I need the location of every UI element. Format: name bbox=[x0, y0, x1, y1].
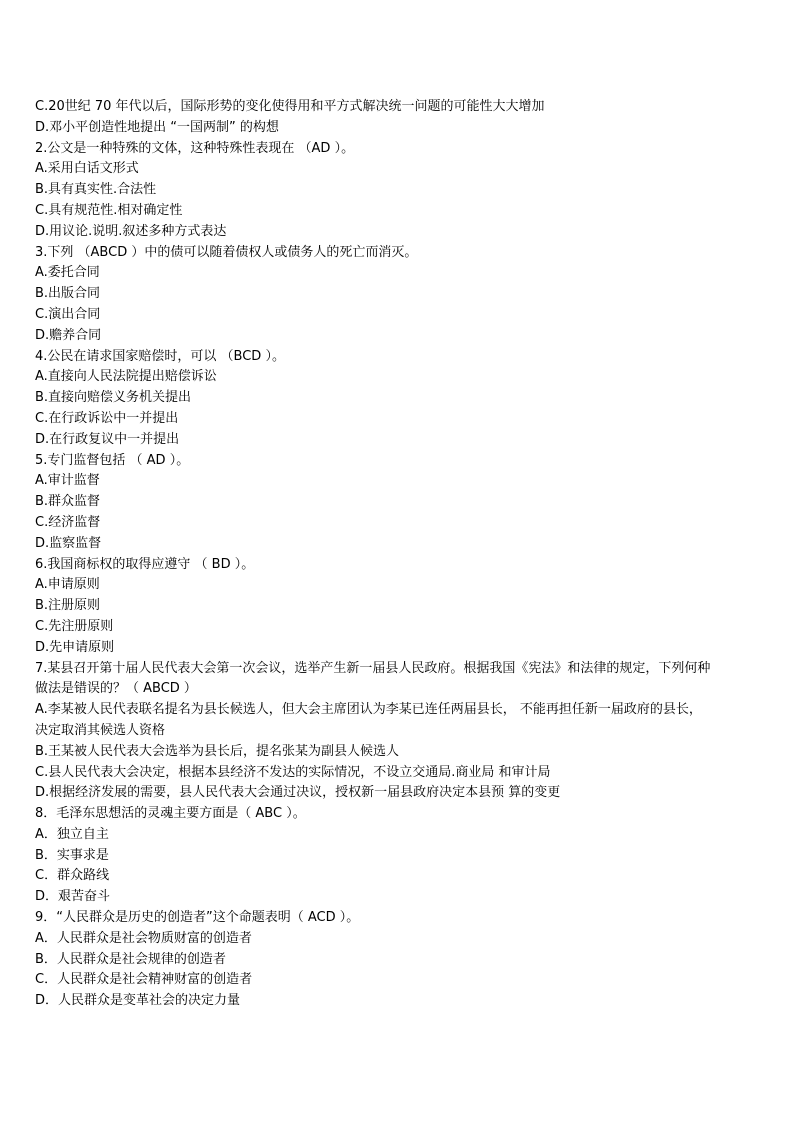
question-line: 做法是错误的？（ ABCD ） bbox=[35, 681, 197, 697]
option-line: D．艰苦奋斗 bbox=[35, 889, 111, 905]
option-line: A.采用白话文形式 bbox=[35, 161, 139, 177]
option-line: C.县人民代表大会决定，根据本县经济不发达的实际情况，不设立交通局.商业局 和审计局 bbox=[35, 764, 551, 780]
option-line: C．群众路线 bbox=[35, 868, 110, 884]
option-line: D.在行政复议中一并提出 bbox=[35, 431, 180, 447]
option-line: B．实事求是 bbox=[35, 847, 109, 863]
option-line: D.用议论.说明.叙述多种方式表达 bbox=[35, 223, 227, 239]
question-line: 7.某县召开第十届人民代表大会第一次会议，选举产生新一届县人民政府。根据我国《宪法》和法律的规定，下列何种 bbox=[35, 660, 711, 676]
question-line: 8．毛泽东思想活的灵魂主要方面是（ ABC ）。 bbox=[35, 806, 306, 822]
text-line: D.邓小平创造性地提出 “一国两制” 的构想 bbox=[35, 119, 279, 135]
option-line: D.赡养合同 bbox=[35, 327, 102, 343]
option-line: B.注册原则 bbox=[35, 598, 101, 614]
question-line: 6.我国商标权的取得应遵守 （ BD ）。 bbox=[35, 556, 255, 572]
option-line: B.出版合同 bbox=[35, 286, 101, 302]
text-line: C.20世纪 70 年代以后，国际形势的变化使得用和平方式解决统一问题的可能性大大增加 bbox=[35, 99, 545, 114]
option-line: C.在行政诉讼中一并提出 bbox=[35, 410, 179, 426]
question-line: 9．“人民群众是历史的创造者”这个命题表明（ ACD ）。 bbox=[35, 910, 360, 926]
option-line: D.先申请原则 bbox=[35, 639, 115, 655]
question-line: 4.公民在请求国家赔偿时，可以 （BCD ）。 bbox=[35, 348, 285, 364]
option-line: C.演出合同 bbox=[35, 306, 101, 322]
option-line: A.委托合同 bbox=[35, 265, 100, 281]
option-line: C.经济监督 bbox=[35, 514, 101, 530]
option-line: 决定取消其候选人资格 bbox=[35, 722, 166, 738]
question-line: 5.专门监督包括 （ AD ）。 bbox=[35, 452, 190, 468]
option-line: D．人民群众是变革社会的决定力量 bbox=[35, 993, 241, 1009]
question-line: 3.下列 （ABCD ）中的债可以随着债权人或债务人的死亡而消灭。 bbox=[35, 244, 418, 260]
option-line: D.根据经济发展的需要，县人民代表大会通过决议，授权新一届县政府决定本县预 算的变更 bbox=[35, 785, 561, 801]
option-line: A.李某被人民代表联名提名为县长候选人，但大会主席团认为李某已连任两届县长， 不能再担任新一届政府的县长， bbox=[35, 702, 702, 718]
option-line: C.具有规范性.相对确定性 bbox=[35, 202, 183, 218]
option-line: B．人民群众是社会规律的创造者 bbox=[35, 951, 226, 967]
option-line: B.群众监督 bbox=[35, 494, 101, 510]
option-line: B.直接向赔偿义务机关提出 bbox=[35, 390, 192, 406]
option-line: A.审计监督 bbox=[35, 473, 100, 489]
question-line: 2.公文是一种特殊的文体，这种特殊性表现在 （AD ）。 bbox=[35, 140, 355, 156]
document-body bbox=[35, 97, 770, 1012]
option-line: C．人民群众是社会精神财富的创造者 bbox=[35, 972, 253, 988]
option-line: A．人民群众是社会物质财富的创造者 bbox=[35, 930, 252, 946]
option-line: D.监察监督 bbox=[35, 535, 102, 551]
option-line: A.直接向人民法院提出赔偿诉讼 bbox=[35, 369, 217, 385]
option-line: A．独立自主 bbox=[35, 826, 109, 842]
option-line: B.王某被人民代表大会选举为县长后，提名张某为副县人候选人 bbox=[35, 743, 400, 759]
option-line: B.具有真实性.合法性 bbox=[35, 182, 157, 198]
option-line: A.申请原则 bbox=[35, 577, 100, 593]
option-line: C.先注册原则 bbox=[35, 618, 114, 634]
